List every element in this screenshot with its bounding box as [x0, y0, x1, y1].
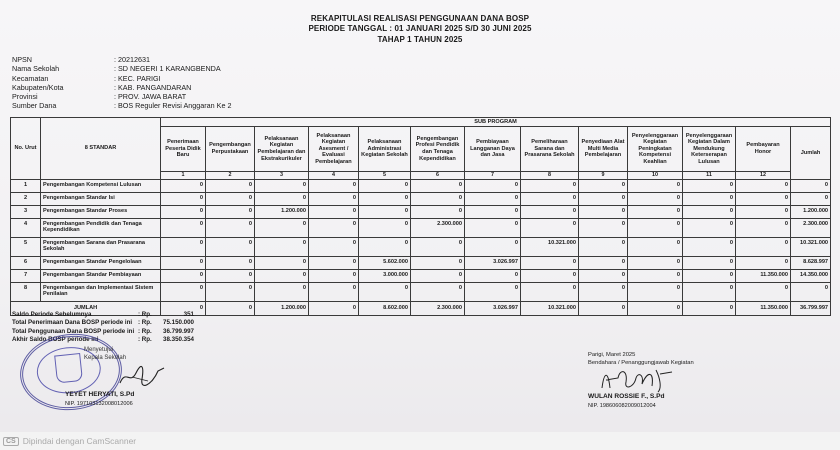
currency: : Rp.	[138, 336, 152, 344]
info-value: : 20212631	[114, 55, 150, 64]
total-value: 10.321.000	[521, 301, 579, 315]
row-number: 6	[11, 256, 41, 269]
currency: : Rp.	[138, 319, 152, 327]
row-total: 14.350.000	[791, 269, 831, 282]
row-value: 0	[579, 205, 628, 218]
balance-summary	[12, 311, 194, 345]
header-sub-col: Penyediaan Alat Multi Media Pembelajaran	[579, 127, 628, 172]
row-value: 0	[309, 269, 359, 282]
camscanner-logo-icon: CS	[3, 437, 19, 446]
row-value: 0	[309, 282, 359, 301]
row-value: 0	[206, 282, 255, 301]
info-label: Nama Sekolah	[12, 64, 60, 74]
balance-label: Saldo Periode Sebelumnya	[12, 311, 92, 318]
row-value: 0	[255, 269, 309, 282]
info-label: Sumber Dana	[12, 101, 57, 111]
table-row	[11, 205, 831, 218]
approval-label	[84, 347, 126, 362]
row-value: 0	[465, 192, 521, 205]
headmaster-signature-icon	[118, 365, 168, 387]
row-number: 7	[11, 269, 41, 282]
row-value: 0	[579, 256, 628, 269]
report-title: REKAPITULASI REALISASI PENGGUNAAN DANA BOSP	[310, 14, 530, 23]
row-value: 0	[579, 237, 628, 256]
row-standard: Pengembangan Sarana dan Prasarana Sekolah	[41, 237, 161, 256]
header-col-number: 12	[736, 172, 791, 180]
row-number: 4	[11, 218, 41, 237]
balance-label: Total Penerimaan Dana BOSP periode ini	[12, 319, 133, 327]
row-standard: Pengembangan Standar Pembiayaan	[41, 269, 161, 282]
header-sub-col: Pelaksanaan Administrasi Kegiatan Sekolah	[359, 127, 411, 172]
balance-row	[12, 311, 194, 319]
table-row	[11, 256, 831, 269]
place-date: Parigi, Maret 2025	[588, 352, 636, 358]
row-value: 0	[579, 192, 628, 205]
header-sub-col: Pelaksanaan Kegiatan Pembelajaran dan Ekstrakurikuler	[255, 127, 309, 172]
row-value: 0	[521, 218, 579, 237]
row-value: 0	[521, 282, 579, 301]
row-value: 0	[309, 256, 359, 269]
camscanner-text: Dipindai dengan CamScanner	[22, 436, 137, 446]
row-value: 0	[161, 282, 206, 301]
row-value: 0	[465, 237, 521, 256]
info-label: Kabupaten/Kota	[12, 82, 64, 92]
row-value: 0	[161, 237, 206, 256]
header-col-number: 6	[411, 172, 465, 180]
header-standar: 8 STANDAR	[41, 118, 161, 180]
row-number: 8	[11, 282, 41, 301]
row-value: 0	[309, 237, 359, 256]
row-value: 11.350.000	[736, 269, 791, 282]
row-value: 0	[206, 269, 255, 282]
info-value: : SD NEGERI 1 KARANGBENDA	[114, 64, 221, 74]
row-value: 0	[683, 269, 736, 282]
balance-label: Total Penggunaan Dana BOSP periode ini	[12, 327, 135, 335]
currency: : Rp.	[138, 311, 152, 318]
table-row	[11, 218, 831, 237]
row-value: 0	[255, 256, 309, 269]
header-sub-col: Pembayaran Honor	[736, 127, 791, 172]
row-value: 0	[411, 282, 465, 301]
row-value: 2.300.000	[411, 218, 465, 237]
info-row	[12, 55, 231, 64]
info-row	[12, 101, 231, 110]
row-total: 0	[791, 179, 831, 192]
row-value: 0	[736, 179, 791, 192]
balance-row	[12, 319, 194, 327]
approve-text: Menyetujui	[84, 347, 114, 353]
row-value: 0	[628, 282, 683, 301]
header-col-number: 1	[161, 172, 206, 180]
row-value: 0	[683, 179, 736, 192]
row-value: 0	[683, 282, 736, 301]
total-value: 2.300.000	[411, 301, 465, 315]
row-value: 0	[309, 218, 359, 237]
total-value: 8.602.000	[359, 301, 411, 315]
row-value: 0	[465, 205, 521, 218]
row-standard: Pengembangan Standar Isi	[41, 192, 161, 205]
header-col-number: 9	[579, 172, 628, 180]
row-value: 0	[628, 269, 683, 282]
total-value: 0	[161, 301, 206, 315]
row-value: 0	[206, 237, 255, 256]
row-value: 0	[255, 218, 309, 237]
row-value: 0	[255, 282, 309, 301]
info-row	[12, 74, 231, 83]
row-number: 5	[11, 237, 41, 256]
row-value: 0	[161, 269, 206, 282]
balance-amount: 351	[183, 311, 194, 318]
total-value: 0	[683, 301, 736, 315]
row-value: 0	[255, 237, 309, 256]
row-standard: Pengembangan dan Implementasi Sistem Penilaian	[41, 282, 161, 301]
header-col-number: 11	[683, 172, 736, 180]
stamp-emblem-icon	[54, 353, 83, 384]
row-value: 10.321.000	[521, 237, 579, 256]
total-label: JUMLAH	[11, 301, 161, 315]
row-value: 0	[736, 256, 791, 269]
row-value: 3.000.000	[359, 269, 411, 282]
balance-amount: 36.799.997	[163, 327, 194, 335]
total-value: 0	[206, 301, 255, 315]
row-value: 0	[521, 256, 579, 269]
row-value: 0	[411, 237, 465, 256]
balance-row	[12, 328, 194, 336]
row-value: 0	[359, 282, 411, 301]
row-value: 0	[309, 179, 359, 192]
row-value: 0	[411, 256, 465, 269]
row-value: 0	[255, 179, 309, 192]
row-value: 0	[683, 218, 736, 237]
treasurer-nip: NIP. 198606082009012004	[588, 403, 656, 409]
info-value: : PROV. JAWA BARAT	[114, 92, 187, 102]
row-value: 0	[309, 205, 359, 218]
row-total: 10.321.000	[791, 237, 831, 256]
row-value: 0	[683, 192, 736, 205]
info-value: : KEC. PARIGI	[114, 73, 161, 83]
currency: : Rp.	[138, 327, 152, 335]
row-value: 0	[411, 269, 465, 282]
treasurer-role: Bendahara / Penanggungjawab Kegiatan	[588, 360, 694, 366]
table-body	[11, 179, 831, 315]
header-col-number: 4	[309, 172, 359, 180]
camscanner-watermark	[3, 436, 136, 446]
total-value: 3.026.997	[465, 301, 521, 315]
row-total: 0	[791, 192, 831, 205]
row-value: 0	[628, 192, 683, 205]
row-standard: Pengembangan Kompetensi Lulusan	[41, 179, 161, 192]
row-total: 8.628.997	[791, 256, 831, 269]
grand-total: 36.799.997	[791, 301, 831, 315]
header-jumlah: Jumlah	[791, 127, 831, 180]
row-value: 0	[411, 192, 465, 205]
row-value: 5.602.000	[359, 256, 411, 269]
row-standard: Pengembangan Pendidik dan Tenaga Kependidikan	[41, 218, 161, 237]
row-value: 0	[521, 179, 579, 192]
approve-role: Kepala Sekolah	[84, 354, 127, 361]
info-label: Kecamatan	[12, 73, 49, 83]
row-value: 0	[521, 205, 579, 218]
treasurer-name: WULAN ROSSIE F., S.Pd	[588, 393, 665, 400]
header-sub-col: Pengembangan Perpustakaan	[206, 127, 255, 172]
school-info	[12, 55, 231, 111]
row-value: 0	[579, 218, 628, 237]
header-sub-col: Pemeliharaan Sarana dan Prasarana Sekolah	[521, 127, 579, 172]
row-value: 0	[161, 218, 206, 237]
table-row	[11, 269, 831, 282]
row-value: 0	[736, 237, 791, 256]
row-number: 1	[11, 179, 41, 192]
row-number: 3	[11, 205, 41, 218]
balance-amount: 75.150.000	[163, 319, 194, 327]
row-value: 0	[579, 282, 628, 301]
report-period: PERIODE TANGGAL : 01 JANUARI 2025 S/D 30 JUNI 2025	[308, 24, 532, 33]
row-value: 0	[359, 218, 411, 237]
row-value: 0	[161, 179, 206, 192]
info-value: : BOS Reguler Revisi Anggaran Ke 2	[114, 101, 232, 111]
table-row	[11, 192, 831, 205]
row-value: 1.200.000	[255, 205, 309, 218]
header-col-number: 10	[628, 172, 683, 180]
row-value: 3.026.997	[465, 256, 521, 269]
header-sub-col: Pembiayaan Langganan Daya dan Jasa	[465, 127, 521, 172]
row-value: 0	[161, 205, 206, 218]
row-value: 0	[411, 179, 465, 192]
row-value: 0	[628, 205, 683, 218]
row-value: 0	[359, 179, 411, 192]
row-value: 0	[736, 282, 791, 301]
header-no: No. Urut	[11, 118, 41, 180]
row-value: 0	[521, 192, 579, 205]
header-sub-col: Penerimaan Peserta Didik Baru	[161, 127, 206, 172]
balance-label: Akhir Saldo BOSP periode ini	[12, 336, 99, 344]
table-row	[11, 179, 831, 192]
row-value: 0	[628, 237, 683, 256]
report-stage: TAHAP 1 TAHUN 2025	[377, 35, 463, 44]
header-sub-col: Penyelenggaraan Kegiatan Peningkatan Kompetensi Keahlian	[628, 127, 683, 172]
row-value: 0	[465, 218, 521, 237]
treasurer-signature-icon	[598, 366, 678, 394]
row-value: 0	[206, 218, 255, 237]
header-sub-col: Pelaksanaan Kegiatan Asesment / Evaluasi Pembelajaran	[309, 127, 359, 172]
total-value: 1.200.000	[255, 301, 309, 315]
row-value: 0	[579, 269, 628, 282]
headmaster-name: YEYET HERYATI, S.Pd	[65, 391, 135, 398]
row-value: 0	[206, 256, 255, 269]
row-value: 0	[521, 269, 579, 282]
total-value: 0	[579, 301, 628, 315]
info-value: : KAB. PANGANDARAN	[114, 82, 192, 92]
row-value: 0	[359, 237, 411, 256]
table-row	[11, 237, 831, 256]
header-col-number: 3	[255, 172, 309, 180]
row-value: 0	[683, 237, 736, 256]
header-sub-col: Pengembangan Profesi Pendidik dan Tenaga Kependidikan	[411, 127, 465, 172]
row-standard: Pengembangan Standar Pengelolaan	[41, 256, 161, 269]
header-col-number: 2	[206, 172, 255, 180]
balance-amount: 38.350.354	[163, 336, 194, 344]
info-label: NPSN	[12, 55, 32, 64]
row-value: 0	[628, 179, 683, 192]
row-value: 0	[206, 179, 255, 192]
row-value: 0	[359, 192, 411, 205]
row-standard: Pengembangan Standar Proses	[41, 205, 161, 218]
row-value: 0	[309, 192, 359, 205]
header-col-number: 5	[359, 172, 411, 180]
header-sub-program: SUB PROGRAM	[161, 118, 831, 127]
row-value: 0	[161, 256, 206, 269]
row-total: 1.200.000	[791, 205, 831, 218]
row-value: 0	[161, 192, 206, 205]
header-col-number: 8	[521, 172, 579, 180]
row-value: 0	[579, 179, 628, 192]
header-sub-col: Penyelenggaraan Kegiatan Dalam Mendukung Keterserapan Lulusan	[683, 127, 736, 172]
row-value: 0	[465, 179, 521, 192]
row-value: 0	[683, 205, 736, 218]
row-value: 0	[206, 192, 255, 205]
table-row	[11, 282, 831, 301]
header-col-number: 7	[465, 172, 521, 180]
row-value: 0	[683, 256, 736, 269]
headmaster-nip: NIP. 197103132008012006	[65, 401, 133, 407]
total-value: 0	[628, 301, 683, 315]
row-value: 0	[628, 256, 683, 269]
row-value: 0	[206, 205, 255, 218]
row-value: 0	[255, 192, 309, 205]
info-row	[12, 64, 231, 73]
row-number: 2	[11, 192, 41, 205]
row-value: 0	[628, 218, 683, 237]
row-value: 0	[411, 205, 465, 218]
row-total: 0	[791, 282, 831, 301]
row-value: 0	[465, 269, 521, 282]
row-value: 0	[736, 205, 791, 218]
info-label: Provinsi	[12, 92, 38, 102]
row-total: 2.300.000	[791, 218, 831, 237]
total-value: 11.350.000	[736, 301, 791, 315]
total-value: 0	[309, 301, 359, 315]
budget-table	[10, 117, 831, 316]
info-row	[12, 92, 231, 101]
row-value: 0	[359, 205, 411, 218]
row-value: 0	[736, 192, 791, 205]
row-value: 0	[465, 282, 521, 301]
row-value: 0	[736, 218, 791, 237]
info-row	[12, 83, 231, 92]
